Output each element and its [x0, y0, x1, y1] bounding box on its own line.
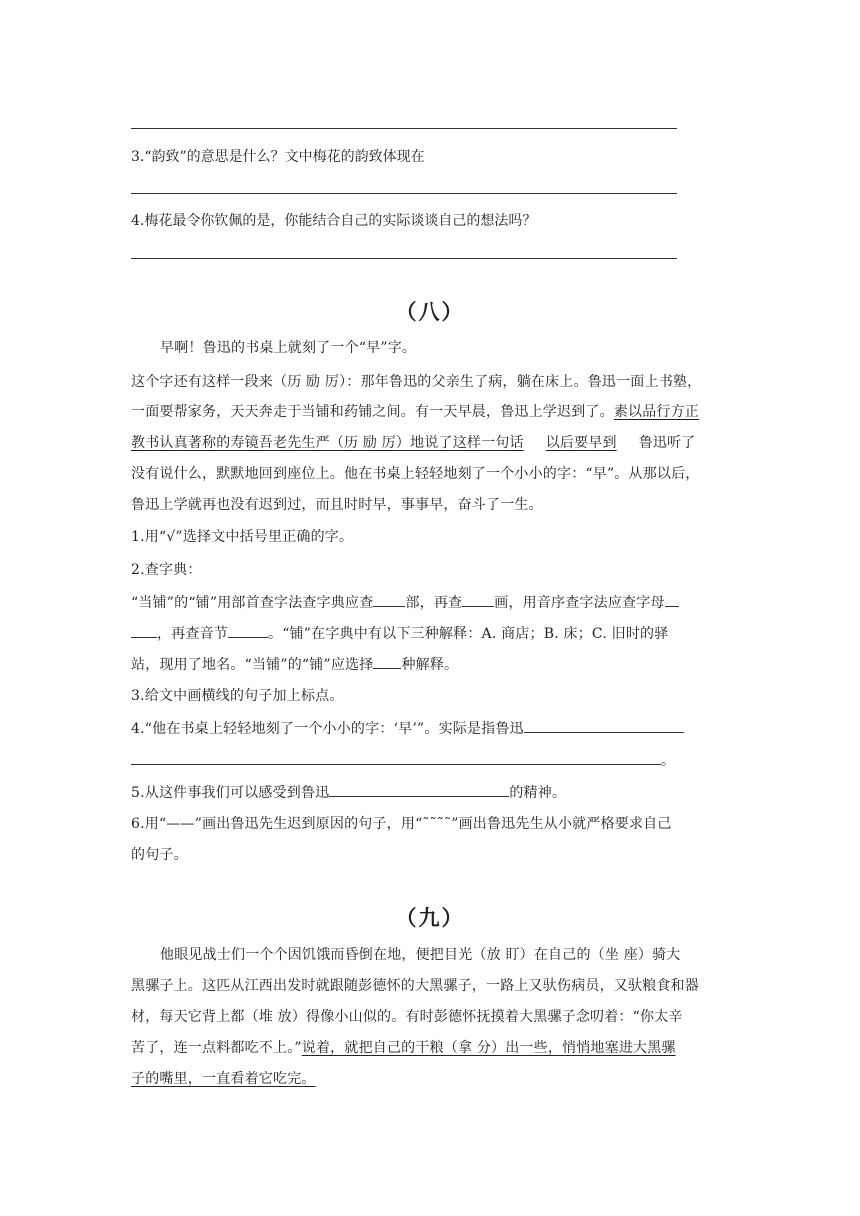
- question-2-line-b: ，再查音节 。“铺”在字典中有以下三种解释：A. 商店；B. 床；C. 旧时的驿: [131, 623, 731, 644]
- passage-text: 一面要帮家务，天天奔走于当铺和药铺之间。有一天早晨，鲁迅上学迟到了。: [131, 404, 614, 420]
- fill-blank: [373, 654, 401, 669]
- underlined-sentence: 教书认真著称的寿镜吾老先生严（历 励 厉）地说了这样一句话: [131, 435, 524, 451]
- underlined-sentence: 子的嘴里，一直看着它吃完。: [131, 1071, 316, 1087]
- question-2-text: 2.查字典：: [131, 562, 202, 578]
- passage-line: 苦了，连一点料都吃不上。”说着，就把自己的干粮（拿 分）出一些，悄悄地塞进大黑骡: [131, 1040, 676, 1056]
- question-1-text: 1.用“√”选择文中括号里正确的字。: [131, 529, 354, 545]
- passage-line: 早啊！鲁迅的书桌上就刻了一个“早”字。: [160, 340, 417, 356]
- fill-blank: [228, 623, 268, 638]
- passage-line: 材，每天它背上都（堆 放）得像小山似的。有时彭德怀抚摸着大黑骡子念叨着：“你太辛: [131, 1009, 683, 1025]
- passage-line: 他眼见战士们一个个因饥饿而昏倒在地，便把目光（放 盯）在自己的（坐 座）骑大: [160, 947, 681, 963]
- fill-blank: [373, 592, 405, 607]
- question-5-line: 5.从这件事我们可以感受到鲁迅 的精神。: [131, 782, 731, 803]
- question-6-text: 6.用“——”画出鲁迅先生迟到原因的句子，用“˜˜˜˜”画出鲁迅先生从小就严格要求自己: [131, 816, 672, 832]
- question-4-text: 4.梅花最令你钦佩的是，你能结合自己的实际谈谈自己的想法吗？: [131, 213, 537, 229]
- passage-text: 鲁迅听了: [638, 435, 696, 451]
- fill-blank: [524, 718, 684, 733]
- underlined-sentence: 素以品行方正: [613, 404, 700, 420]
- section-9-title: （九）: [395, 905, 465, 930]
- question-2-line-c: 站，现用了地名。“当铺”的“铺”应选择 种解释。: [131, 654, 731, 675]
- fill-blank: [131, 623, 157, 638]
- question-6-text-cont: 的句子。: [131, 847, 188, 863]
- fill-blank: [665, 592, 679, 607]
- underlined-sentence: 说着，就把自己的干粮（拿 分）出一些，悄悄地塞进大黑骡: [301, 1040, 676, 1056]
- question-3-text: 3.给文中画横线的句子加上标点。: [131, 688, 344, 704]
- question-2-line-a: “当铺”的“铺”用部首查字法查字典应查 部，再查 画，用音序查字法应查字母: [131, 592, 731, 613]
- fill-blank: [131, 750, 661, 765]
- passage-line: [131, 1069, 731, 1089]
- passage-line: 鲁迅上学就再也没有迟到过，而且时时早，事事早，奋斗了一生。: [131, 497, 543, 513]
- answer-line: [131, 128, 677, 129]
- passage-line: 黑骡子上。这匹从江西出发时就跟随彭德怀的大黑骡子，一路上又驮伤病员，又驮粮食和器: [131, 978, 699, 994]
- fill-blank: [329, 782, 509, 797]
- answer-line: [131, 258, 677, 259]
- answer-line: [131, 193, 677, 194]
- passage-line: [131, 402, 731, 422]
- question-3-text: 3.“韵致”的意思是什么？文中梅花的韵致体现在: [131, 149, 425, 165]
- passage-line: [131, 433, 731, 453]
- question-4-line-2: 。: [131, 750, 731, 771]
- section-8-title: （八）: [395, 299, 465, 324]
- passage-line: 没有说什么，默默地回到座位上。他在书桌上轻轻地刻了一个小小的字：“早”。从那以后，: [131, 466, 700, 482]
- fill-blank: [462, 592, 494, 607]
- underlined-sentence: 以后要早到: [545, 435, 617, 451]
- passage-line: 这个字还有这样一段来（历 励 厉）：那年鲁迅的父亲生了病，躺在床上。鲁迅一面上书塾，: [131, 374, 702, 390]
- question-4-line: 4.“他在书桌上轻轻地刻了一个小小的字：‘早’”。实际是指鲁迅: [131, 718, 731, 739]
